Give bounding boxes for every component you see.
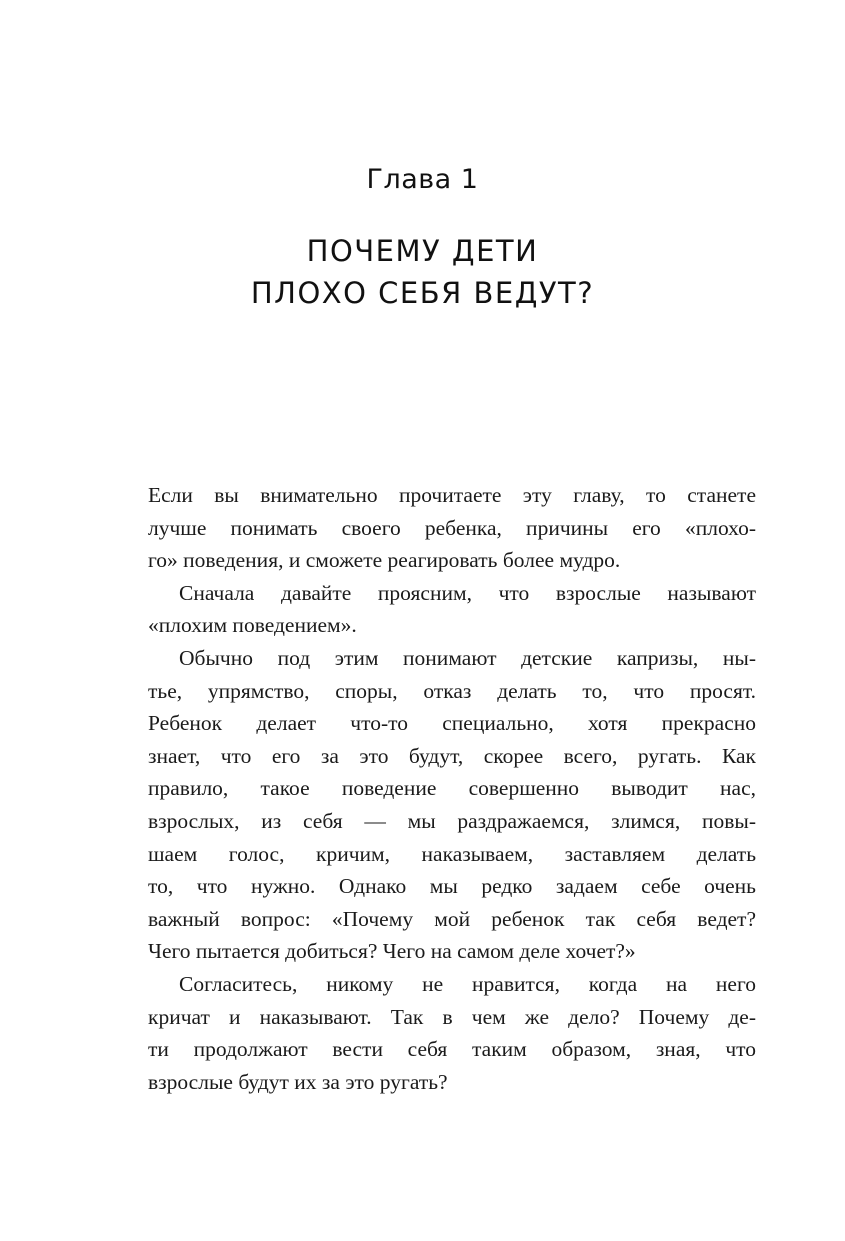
paragraph-4 (148, 968, 756, 1098)
chapter-title-line-2: ПЛОХО СЕБЯ ВЕДУТ? (250, 276, 595, 310)
text-line: знает, что его за это будут, скорее всего, ругать. Как (148, 743, 756, 768)
text-line: взрослые будут их за это ругать? (148, 1069, 448, 1094)
text-line: Сначала давайте проясним, что взрослые называют (179, 580, 756, 605)
text-line: Чего пытается добиться? Чего на самом деле хочет?» (148, 939, 636, 964)
paragraph-2 (148, 577, 756, 642)
text-line: ти продолжают вести себя таким образом, зная, что (148, 1037, 756, 1062)
paragraph-3 (148, 642, 756, 968)
text-line: то, что нужно. Однако мы редко задаем себе очень (148, 874, 756, 899)
text-line: Обычно под этим понимают детские капризы, ны- (179, 645, 756, 670)
text-line: Если вы внимательно прочитаете эту главу, то станете (148, 483, 756, 507)
paragraph-1 (148, 479, 756, 577)
text-line: го» поведения, и сможете реагировать более мудро. (148, 548, 621, 573)
chapter-label: Глава 1 (366, 164, 479, 195)
text-line: важный вопрос: «Почему мой ребенок так себя ведет? (148, 906, 756, 931)
text-line: кричат и наказывают. Так в чем же дело? Почему де- (148, 1004, 756, 1029)
chapter-title (0, 230, 845, 314)
chapter-title-line-1: ПОЧЕМУ ДЕТИ (306, 234, 539, 268)
text-line: тье, упрямство, споры, отказ делать то, что просят. (148, 678, 756, 703)
text-line: правило, такое поведение совершенно выводит нас, (148, 776, 756, 801)
body-text (148, 479, 756, 1098)
text-line: лучше понимать своего ребенка, причины его «плохо- (148, 515, 756, 540)
text-line: взрослых, из себя — мы раздражаемся, злимся, повы- (148, 808, 756, 833)
text-line: шаем голос, кричим, наказываем, заставляем делать (148, 841, 756, 866)
text-line: «плохим поведением». (148, 613, 357, 638)
text-line: Согласитесь, никому не нравится, когда на него (179, 971, 756, 996)
text-line: Ребенок делает что-то специально, хотя прекрасно (148, 711, 756, 736)
